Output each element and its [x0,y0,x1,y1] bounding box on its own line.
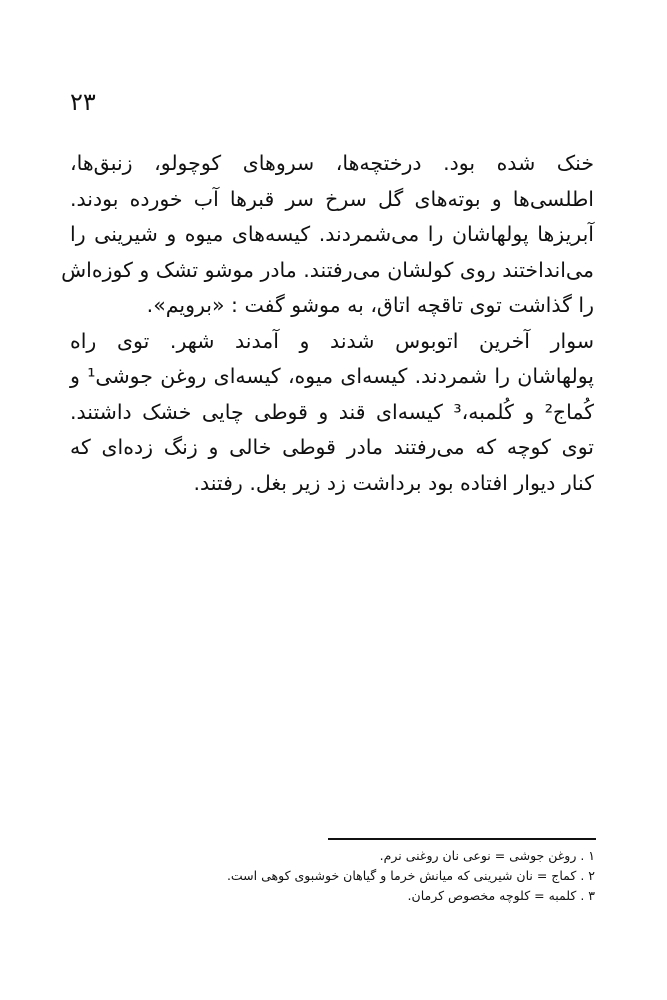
page-number: ٢٣ [70,88,96,116]
text-line: آبریزها پولهاشان را می‌شمردند. کیسه‌های میوه و شیرینی را [70,222,594,246]
text-line: پولهاشان را شمردند. کیسه‌ای میوه، کیسه‌ای روغن جوشی¹ و [70,364,594,388]
body-text [61,146,594,501]
text-line: سوار آخرین اتوبوس شدند و آمدند شهر. توی راه [70,328,594,353]
text-line: توی کوچه که می‌رفتند مادر قوطی خالی و زنگ زده‌ای که [70,435,594,459]
footnote-item: ٢ . کماج = نان شیرینی که میانش خرما و گیاهان خوشبوی کوهی است. [226,868,595,883]
footnotes [75,846,595,906]
text-line: خنک شده بود. درختچه‌ها، سروهای کوچولو، زنبق‌ها، [70,151,594,175]
text-line: کنار دیوار افتاده بود برداشت زد زیر بغل. رفتند. [193,470,594,495]
text-line: اطلسی‌ها و بوته‌های گل سرخ سر قبرها آب خورده بودند. [70,186,594,211]
text-line: کُماج² و کُلمبه،³ کیسه‌ای قند و قوطی چایی خشک داشتند. [70,399,594,424]
footnote-divider [328,838,596,840]
footnote-item: ٣ . کلمبه = کلوچه مخصوص کرمان. [407,888,595,903]
footnote-item: ١ . روغن جوشی = نوعی نان روغنی نرم. [379,848,595,863]
text-line: می‌انداختند روی کولشان می‌رفتند. مادر موشو تشک و کوزه‌اش [61,257,594,282]
text-line: را گذاشت توی تاقچه اتاق، به موشو گفت : «برویم». [146,293,594,317]
